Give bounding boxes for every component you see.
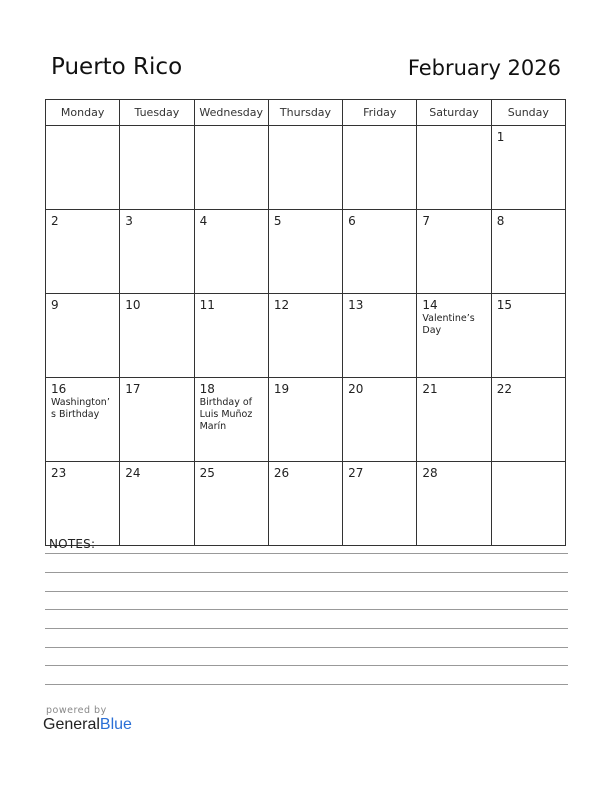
- calendar-day-cell: [194, 210, 268, 294]
- weekday-header-row: [46, 100, 566, 126]
- calendar-day-cell: [491, 294, 565, 378]
- calendar-day-cell: [46, 126, 120, 210]
- day-number: 18: [199, 382, 215, 396]
- calendar-week-row: [46, 294, 566, 378]
- day-number: 17: [125, 382, 141, 396]
- notes-line: [45, 609, 568, 610]
- day-number: 13: [348, 298, 364, 312]
- calendar-day-cell: [491, 210, 565, 294]
- day-number: 16: [51, 382, 67, 396]
- weekday-header: Wednesday: [194, 100, 268, 126]
- day-number: 4: [199, 214, 208, 228]
- weekday-header: Sunday: [491, 100, 565, 126]
- notes-line: [45, 647, 568, 648]
- day-number: 27: [348, 466, 364, 480]
- day-number: 5: [273, 214, 282, 228]
- calendar-day-cell: [417, 210, 491, 294]
- calendar-day-cell: [268, 126, 342, 210]
- calendar-day-cell: [268, 378, 342, 462]
- calendar-grid: [45, 99, 566, 546]
- day-number: 12: [273, 298, 290, 312]
- notes-line: [45, 628, 568, 629]
- day-number: 26: [273, 466, 290, 480]
- calendar-week-row: [46, 126, 566, 210]
- weekday-header: Monday: [46, 100, 120, 126]
- calendar-day-cell: [194, 126, 268, 210]
- calendar-day-cell: [120, 378, 194, 462]
- notes-line: [45, 665, 568, 666]
- weekday-header: Friday: [343, 100, 417, 126]
- day-number: 2: [51, 214, 59, 228]
- notes-line: [45, 553, 568, 554]
- calendar-day-cell: [343, 462, 417, 546]
- calendar-day-cell: [491, 378, 565, 462]
- holiday-event: Valentine’s Day: [422, 313, 475, 336]
- calendar-day-cell: [417, 462, 491, 546]
- calendar-week-row: [46, 210, 566, 294]
- calendar-week-row: [46, 378, 566, 462]
- notes-line: [45, 572, 568, 573]
- calendar-day-cell: [491, 126, 565, 210]
- day-number: 25: [199, 466, 215, 480]
- weekday-header: Saturday: [417, 100, 491, 126]
- calendar-day-cell: [343, 378, 417, 462]
- calendar-day-cell: [343, 210, 417, 294]
- weekday-header: Thursday: [268, 100, 342, 126]
- calendar-week-row: [46, 462, 566, 546]
- day-number: 1: [496, 130, 505, 144]
- notes-line: [45, 684, 568, 685]
- day-number: 6: [348, 214, 356, 228]
- calendar-day-cell: [120, 294, 194, 378]
- day-number: 22: [496, 382, 512, 396]
- calendar-day-cell: [120, 462, 194, 546]
- calendar-day-cell: [46, 294, 120, 378]
- calendar-day-cell: [120, 210, 194, 294]
- notes-label: NOTES:: [49, 537, 96, 551]
- day-number: 14: [422, 298, 438, 312]
- day-number: 3: [125, 214, 133, 228]
- brand-logo: [43, 716, 132, 734]
- day-number: 9: [51, 298, 59, 312]
- brand-name-general: General: [43, 716, 100, 733]
- calendar-day-cell: [268, 462, 342, 546]
- notes-line: [45, 591, 568, 592]
- day-number: 28: [422, 466, 438, 480]
- calendar-day-cell: [343, 126, 417, 210]
- calendar-day-cell: [120, 126, 194, 210]
- day-number: 24: [125, 466, 141, 480]
- day-number: 11: [199, 298, 215, 312]
- day-number: 21: [422, 382, 438, 396]
- page-title-country: Puerto Rico: [51, 54, 183, 80]
- day-number: 7: [422, 214, 431, 228]
- day-number: 19: [273, 382, 290, 396]
- calendar-day-cell: [417, 378, 491, 462]
- calendar-day-cell: [417, 294, 491, 378]
- day-number: 8: [496, 214, 505, 228]
- day-number: 10: [125, 298, 141, 312]
- holiday-event: Birthday of Luis Muñoz Marín: [199, 397, 253, 432]
- day-number: 23: [51, 466, 67, 480]
- page-title-month: February 2026: [407, 56, 561, 80]
- holiday-event: Washington’s Birthday: [51, 397, 110, 420]
- calendar-day-cell: [343, 294, 417, 378]
- brand-name-blue: Blue: [99, 716, 132, 733]
- calendar-day-cell: [417, 126, 491, 210]
- calendar-day-cell: [194, 294, 268, 378]
- calendar-day-cell: [46, 462, 120, 546]
- day-number: 20: [348, 382, 364, 396]
- powered-by-text: powered by: [46, 705, 107, 716]
- day-number: 15: [496, 298, 512, 312]
- calendar-day-cell: [268, 210, 342, 294]
- calendar-day-cell: [491, 462, 565, 546]
- calendar-day-cell: [194, 462, 268, 546]
- weekday-header: Tuesday: [120, 100, 194, 126]
- calendar-day-cell: [194, 378, 268, 462]
- calendar-day-cell: [46, 378, 120, 462]
- calendar-day-cell: [46, 210, 120, 294]
- calendar-day-cell: [268, 294, 342, 378]
